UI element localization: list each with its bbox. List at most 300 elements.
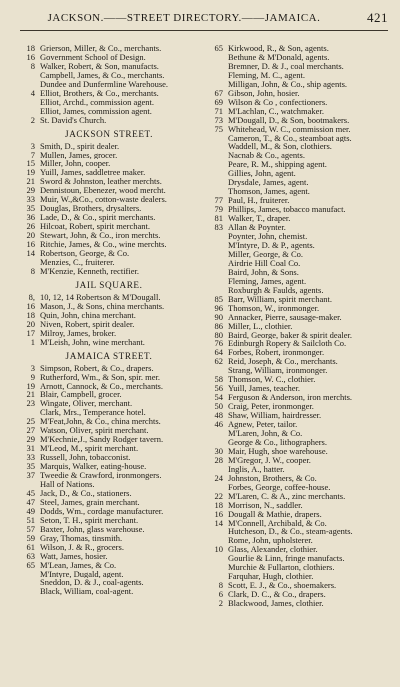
house-number <box>20 80 40 89</box>
directory-entry <box>20 462 198 471</box>
entry-text: Gourlie & Linn, fringe manufacts. <box>228 554 345 564</box>
entry-text: Douglas, Brothers, drysalters. <box>40 204 142 214</box>
entry-text: Rome, John, upholsterer. <box>228 536 313 546</box>
house-number: 57 <box>26 523 35 534</box>
directory-entry <box>208 250 390 259</box>
house-number: 33 <box>26 194 35 205</box>
entry-text: Shaw, William, hairdresser. <box>228 411 322 421</box>
directory-entry <box>208 62 390 71</box>
directory-entry <box>208 151 390 160</box>
house-number: 14 <box>214 517 223 528</box>
directory-entry <box>20 159 198 168</box>
house-number: 35 <box>26 203 35 214</box>
directory-entry <box>20 44 198 53</box>
directory-entry <box>208 465 390 474</box>
directory-entry <box>208 53 390 62</box>
house-number: 67 <box>214 87 223 98</box>
house-number: 22 <box>214 490 223 501</box>
entry-text: St. David's Church. <box>40 115 107 125</box>
house-number: 71 <box>214 105 223 116</box>
house-number: 45 <box>26 487 35 498</box>
directory-entry <box>208 438 390 447</box>
directory-entry <box>208 116 390 125</box>
entry-text: Campbell, James, & Co., merchants. <box>40 70 165 80</box>
entry-text: Dougall & Mathie, drapers. <box>228 509 322 519</box>
directory-entry <box>208 572 390 581</box>
house-number: 80 <box>214 329 223 340</box>
directory-entry <box>20 320 198 329</box>
directory-entry <box>208 527 390 536</box>
house-number <box>208 53 228 62</box>
entry-text: Peare, R. M., shipping agent. <box>228 160 327 170</box>
directory-entry <box>20 399 198 408</box>
house-number: 4 <box>30 87 35 98</box>
house-number <box>208 142 228 151</box>
entry-text: M'Intyre, Dugald, agent. <box>40 569 124 579</box>
directory-entry <box>20 534 198 543</box>
entry-text: Reid, Joseph, & Co., merchants. <box>228 357 338 367</box>
directory-entry <box>20 142 198 151</box>
directory-entry <box>208 357 390 366</box>
entry-text: Baird, John, & Sons. <box>228 267 299 277</box>
house-number: 1 <box>30 336 35 347</box>
entry-text: Allan & Poynter. <box>228 223 286 233</box>
house-number: 21 <box>26 389 35 400</box>
directory-entry <box>20 382 198 391</box>
directory-entry <box>20 311 198 320</box>
directory-entry <box>20 417 198 426</box>
house-number: 35 <box>26 461 35 472</box>
entry-text: Menzies, C., fruiterer. <box>40 257 115 267</box>
house-number: 20 <box>26 230 35 241</box>
directory-entry <box>20 426 198 435</box>
directory-entry <box>208 411 390 420</box>
house-number: 28 <box>214 454 223 465</box>
directory-entry <box>208 80 390 89</box>
directory-entry <box>20 302 198 311</box>
directory-entry <box>20 435 198 444</box>
entry-text: 10, 12, 14 Robertson & M'Dougall. <box>40 292 161 302</box>
entry-text: Mair, Hugh, shoe warehouse. <box>228 446 328 456</box>
entry-text: Craig, Peter, ironmonger. <box>228 402 314 412</box>
entry-text: Hall of Nations. <box>40 479 95 489</box>
house-number: 76 <box>214 338 223 349</box>
house-number <box>208 268 228 277</box>
directory-entry <box>20 151 198 160</box>
directory-entry <box>20 578 198 587</box>
directory-entry <box>208 366 390 375</box>
directory-entry <box>208 554 390 563</box>
entry-text: Elliot, Brothers, & Co., merchants. <box>40 88 159 98</box>
street-heading: JAMAICA STREET. <box>65 350 153 361</box>
house-number: 9 <box>30 371 35 382</box>
house-number <box>20 98 40 107</box>
directory-entry <box>208 510 390 519</box>
directory-entry <box>20 204 198 213</box>
entry-text: Walker, Robert, & Son, manufacts. <box>40 61 159 71</box>
entry-text: Thomson, W. C., clothier. <box>228 375 316 385</box>
entry-text: Bremner, D. & J., coal merchants. <box>228 61 344 71</box>
entry-text: Ferguson & Anderson, iron merchts. <box>228 393 353 403</box>
entry-text: Poynter, John, chemist. <box>228 232 308 241</box>
entry-text: Simpson, Robert, & Co., drapers. <box>40 363 154 373</box>
entry-text: Farquhar, Hugh, clothier. <box>228 572 314 582</box>
entry-text: M'Lean, James, & Co. <box>40 560 117 570</box>
entry-text: Thomson, James, agent. <box>228 187 310 197</box>
entry-text: Niven, Robert, spirit dealer. <box>40 319 135 329</box>
directory-entry <box>20 444 198 453</box>
house-number: 36 <box>26 212 35 223</box>
directory-entry <box>208 429 390 438</box>
entry-text: M'Intyre, D. & P., agents. <box>228 240 315 250</box>
directory-entry <box>208 384 390 393</box>
directory-entry <box>208 581 390 590</box>
house-number <box>208 62 228 71</box>
house-number: 26 <box>26 221 35 232</box>
house-number: 17 <box>26 327 35 338</box>
entry-text: Edinburgh Ropery & Sailcloth Co. <box>228 339 347 349</box>
entry-text: M'Kechnie,J., Sandy Rodger tavern. <box>40 435 164 445</box>
house-number <box>20 587 40 596</box>
street-heading: JACKSON STREET. <box>65 128 153 139</box>
entry-text: M'Lachlan, C., watchmaker. <box>228 106 324 116</box>
entry-text: Miller, John, cooper. <box>40 159 111 169</box>
house-number: 31 <box>26 443 35 454</box>
house-number: 29 <box>26 434 35 445</box>
directory-entry <box>20 89 198 98</box>
entry-text: Elliot, James, commission agent. <box>40 106 152 116</box>
house-number: 65 <box>26 559 35 570</box>
house-number: 61 <box>26 541 35 552</box>
entry-text: Inglis, A., hatter. <box>228 464 285 474</box>
directory-entry <box>208 286 390 295</box>
directory-entry <box>208 447 390 456</box>
directory-entry <box>20 587 198 596</box>
directory-entry <box>208 492 390 501</box>
house-number <box>208 160 228 169</box>
house-number <box>20 570 40 579</box>
entry-text: M'Feat,John, & Co., china merchts. <box>40 417 161 427</box>
house-number: 10 <box>214 544 223 555</box>
directory-entry <box>20 80 198 89</box>
directory-entry <box>20 364 198 373</box>
directory-entry <box>20 570 198 579</box>
entry-text: Government School of Design. <box>40 52 146 62</box>
entry-text: Arnott, Cannock, & Co., merchants. <box>40 381 163 391</box>
directory-entry <box>20 329 198 338</box>
directory-entry <box>208 563 390 572</box>
entry-text: Miller, George, & Co. <box>228 249 304 259</box>
entry-text: Walker, T., draper. <box>228 214 291 224</box>
entry-text: Dundee and Dunfermline Warehouse. <box>40 79 169 89</box>
directory-entry <box>208 223 390 232</box>
house-number: 15 <box>26 158 35 169</box>
entry-text: Gibson, John, hosier. <box>228 88 300 98</box>
directory-entry <box>208 590 390 599</box>
directory-entry <box>20 98 198 107</box>
house-number: 30 <box>214 445 223 456</box>
house-number: 75 <box>214 123 223 134</box>
directory-entry <box>208 545 390 554</box>
directory-entry <box>208 178 390 187</box>
directory-entry <box>20 507 198 516</box>
directory-entry <box>208 304 390 313</box>
house-number: 81 <box>214 213 223 224</box>
entry-text: Wingate, Oliver, merchant. <box>40 399 133 409</box>
entry-text: Hilcoat, Robert, spirit merchant. <box>40 222 150 232</box>
entry-text: Hutcheson, D., & Co., steam-agents. <box>228 527 353 537</box>
directory-entry <box>208 483 390 492</box>
entry-text: Nacnab & Co., agents. <box>228 151 305 161</box>
entry-text: Roxburgh & Faulds, agents. <box>228 285 324 295</box>
house-number: 58 <box>214 374 223 385</box>
directory-entry <box>208 196 390 205</box>
entry-text: Wilson & Co , confectioners. <box>228 97 328 107</box>
directory-entry <box>20 107 198 116</box>
directory-entry <box>208 402 390 411</box>
house-number: 2 <box>30 114 35 125</box>
house-number: 23 <box>26 398 35 409</box>
entry-text: Milligan, John, & Co., ship agents. <box>228 79 347 89</box>
directory-entry <box>208 348 390 357</box>
entry-text: Wilson, J. & R., grocers. <box>40 542 124 552</box>
directory-entry <box>208 295 390 304</box>
house-number <box>208 429 228 438</box>
page-header <box>20 10 388 28</box>
directory-entry <box>208 205 390 214</box>
entry-text: Forbes, Robert, ironmonger. <box>228 348 325 358</box>
entry-text: Drysdale, James, agent. <box>228 178 309 188</box>
house-number: 54 <box>214 392 223 403</box>
entry-text: M'Dougall, D., & Son, bootmakers. <box>228 115 350 125</box>
entry-text: Bethune & M'Donald, agents. <box>228 52 330 62</box>
directory-entry <box>208 169 390 178</box>
house-number: 69 <box>214 96 223 107</box>
entry-text: Agnew, Peter, tailor. <box>228 420 298 429</box>
house-number <box>208 232 228 241</box>
entry-text: Gillies, John, agent. <box>228 169 296 179</box>
left-column <box>20 44 198 596</box>
directory-entry <box>208 71 390 80</box>
entry-text: Lade, D., & Co., spirit merchants. <box>40 213 156 223</box>
entry-text: Scott, E. J., & Co., shoemakers. <box>228 581 337 591</box>
entry-text: Seton, T. H., spirit merchant. <box>40 515 139 525</box>
directory-entry <box>20 293 198 302</box>
entry-text: Muir, W.,&Co., cotton-waste dealers. <box>40 195 167 205</box>
house-number <box>208 554 228 563</box>
entry-text: M'Gregor, J. W., cooper. <box>228 455 311 465</box>
house-number: 83 <box>214 222 223 233</box>
house-number <box>208 259 228 268</box>
entry-text: Phillips, James, tobacco manufact. <box>228 205 346 215</box>
directory-entry <box>208 44 390 53</box>
directory-entry <box>20 231 198 240</box>
directory-entry <box>20 408 198 417</box>
house-number: 46 <box>214 419 223 430</box>
entry-text: Clark, Mrs., Temperance hotel. <box>40 408 146 418</box>
entry-text: Mullen, James, grocer. <box>40 150 118 160</box>
directory-entry <box>208 536 390 545</box>
house-number <box>208 178 228 187</box>
directory-entry <box>20 543 198 552</box>
directory-entry <box>208 142 390 151</box>
directory-entry <box>208 268 390 277</box>
house-number: 96 <box>214 302 223 313</box>
entry-text: Blackwood, James, clothier. <box>228 599 324 609</box>
entry-text: Cameron, T., & Co., steamboat agts. <box>228 133 352 143</box>
directory-entry <box>20 116 198 125</box>
entry-text: Airdrie Hill Coal Co. <box>228 258 301 268</box>
house-number: 7 <box>30 149 35 160</box>
entry-text: Jack, D., & Co., stationers. <box>40 488 132 498</box>
directory-entry <box>208 134 390 143</box>
house-number: 3 <box>30 362 35 373</box>
entry-text: M'Leish, John, wine merchant. <box>40 337 145 347</box>
directory-entry <box>208 339 390 348</box>
directory-entry <box>20 480 198 489</box>
directory-entry <box>20 168 198 177</box>
directory-entry <box>20 561 198 570</box>
house-number: 8 <box>30 265 35 276</box>
entry-text: Watson, Oliver, spirit merchant. <box>40 426 149 436</box>
house-number: 24 <box>214 472 223 483</box>
house-number <box>208 241 228 250</box>
directory-entry <box>20 258 198 267</box>
entry-text: Elliot, Archd., commission agent. <box>40 97 155 107</box>
entry-text: M'Laren, John, & Co. <box>228 428 303 438</box>
header-rule <box>20 30 388 31</box>
house-number: 14 <box>26 248 35 259</box>
directory-entry <box>208 241 390 250</box>
entry-text: Baxter, John, glass warehouse. <box>40 524 145 534</box>
house-number: 65 <box>214 43 223 53</box>
house-number <box>208 277 228 286</box>
entry-text: Sneddon, D. & J., coal-agents. <box>40 578 144 588</box>
entry-text: M'Connell, Archibald, & Co. <box>228 518 327 528</box>
house-number <box>208 250 228 259</box>
house-number: 62 <box>214 356 223 367</box>
house-number: 73 <box>214 114 223 125</box>
house-number: 8 <box>218 580 223 591</box>
entry-text: M'Leod, M., spirit merchant. <box>40 444 139 454</box>
house-number: 49 <box>26 505 35 516</box>
entry-text: Watt, James, hosier. <box>40 551 108 561</box>
house-number <box>208 563 228 572</box>
directory-entry <box>208 187 390 196</box>
directory-entry <box>20 552 198 561</box>
running-title: JACKSON.——STREET DIRECTORY.——JAMAICA. <box>47 12 321 24</box>
house-number: 8 <box>30 60 35 71</box>
entry-text: Tweedie & Crawford, ironmongers. <box>40 471 162 480</box>
house-number: 2 <box>218 598 223 609</box>
house-number: 33 <box>26 452 35 463</box>
entry-text: Dennistoun, Ebenezer, wood mercht. <box>40 186 166 196</box>
entry-text: Miller, L., clothier. <box>228 321 293 331</box>
house-number: 59 <box>26 532 35 543</box>
directory-entry <box>208 89 390 98</box>
entry-text: Rutherford, Wm., & Son, spir. mer. <box>40 372 161 382</box>
house-number: 37 <box>26 470 35 481</box>
directory-entry <box>20 186 198 195</box>
directory-entry <box>20 516 198 525</box>
house-number: 56 <box>214 383 223 394</box>
directory-entry <box>20 267 198 276</box>
directory-entry <box>208 375 390 384</box>
entry-text: Johnston, Brothers, & Co. <box>228 473 317 483</box>
entry-text: Forbes, George, coffee-house. <box>228 482 331 492</box>
house-number: 3 <box>30 140 35 151</box>
entry-text: Stewart, John, & Co., iron merchts. <box>40 231 161 241</box>
house-number: 86 <box>214 320 223 331</box>
entry-text: Glass, Alexander, clothier. <box>228 545 318 555</box>
entry-text: Yuill, James, saddletree maker. <box>40 168 146 178</box>
house-number: 48 <box>214 410 223 421</box>
house-number: 18 <box>26 43 35 53</box>
entry-text: Milroy, James, broker. <box>40 328 117 338</box>
entry-text: Murchie & Fullarton, clothiers. <box>228 563 335 573</box>
house-number <box>20 107 40 116</box>
directory-entry <box>208 501 390 510</box>
directory-entry <box>20 62 198 71</box>
directory-entry <box>20 177 198 186</box>
house-number: 77 <box>214 195 223 206</box>
directory-entry <box>20 338 198 347</box>
directory-entry <box>208 331 390 340</box>
directory-entry <box>20 53 198 62</box>
directory-entry <box>20 195 198 204</box>
directory-entry <box>208 125 390 134</box>
directory-entry <box>20 489 198 498</box>
house-number: 8, <box>28 291 35 302</box>
house-number <box>208 169 228 178</box>
directory-entry <box>208 599 390 608</box>
directory-entry <box>20 71 198 80</box>
entry-text: Ritchie, James, & Co., wine merchts. <box>40 240 167 250</box>
entry-text: Mason, J., & Sons, china merchants. <box>40 301 165 311</box>
house-number: 50 <box>214 401 223 412</box>
house-number <box>20 258 40 267</box>
entry-text: Fleming, James, agent. <box>228 276 307 286</box>
entry-text: Morrison, N., saddler. <box>228 500 303 510</box>
directory-entry <box>208 393 390 402</box>
entry-text: Blair, Campbell, grocer. <box>40 390 122 400</box>
house-number: 16 <box>214 508 223 519</box>
house-number: 6 <box>218 589 223 600</box>
house-number <box>208 572 228 581</box>
house-number: 85 <box>214 293 223 304</box>
entry-text: Gray, Thomas, tinsmith. <box>40 533 123 543</box>
entry-text: Waddell, M., & Son, clothiers. <box>228 142 332 152</box>
entry-text: Barr, William, spirit merchant. <box>228 294 332 304</box>
entry-text: Strang, William, ironmonger. <box>228 366 328 376</box>
directory-entry <box>20 498 198 507</box>
house-number: 51 <box>26 514 35 525</box>
house-number <box>208 71 228 80</box>
house-number: 25 <box>26 416 35 427</box>
entry-text: Annacker, Pierre, sausage-maker. <box>228 312 342 322</box>
directory-entry <box>20 453 198 462</box>
directory-entry <box>208 420 390 429</box>
house-number <box>208 134 228 143</box>
entry-text: M'Laren, C. & A., zinc merchants. <box>228 491 346 501</box>
right-column <box>208 44 390 608</box>
house-number: 79 <box>214 204 223 215</box>
directory-entry <box>208 456 390 465</box>
directory-entry <box>208 214 390 223</box>
house-number: 47 <box>26 496 35 507</box>
directory-entry <box>208 160 390 169</box>
house-number: 16 <box>26 51 35 62</box>
